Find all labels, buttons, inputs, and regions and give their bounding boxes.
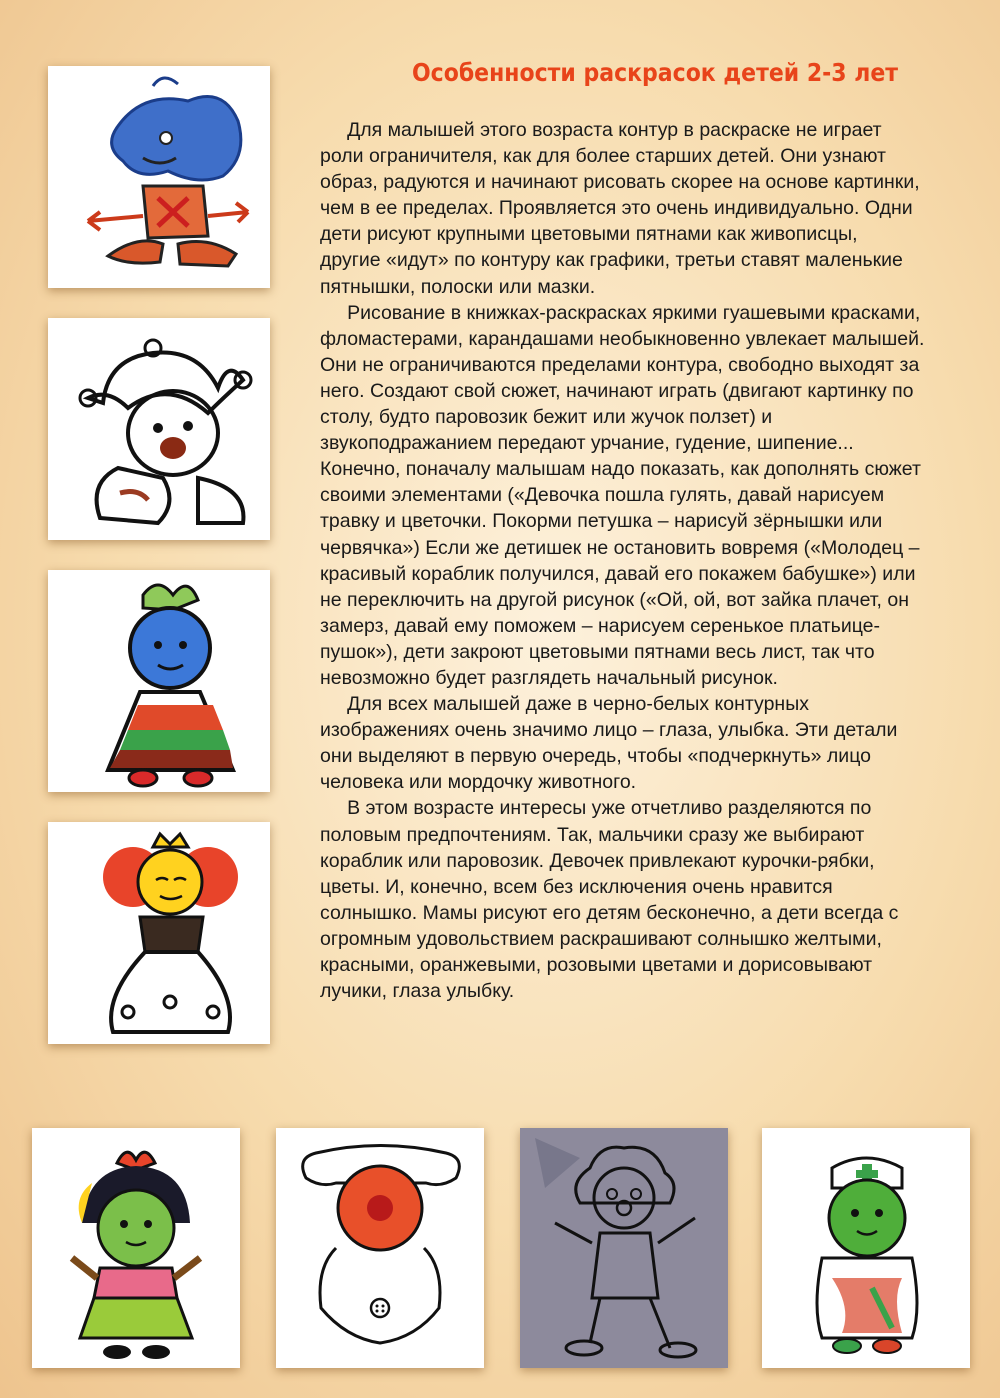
coloring-card-doctor (762, 1128, 970, 1368)
coloring-card-girl-dress (48, 570, 270, 792)
text-line: Для малышей этого возраста контур в раскраске не играет (320, 119, 882, 141)
jester-drawing (48, 318, 270, 540)
text-line: они выделяют в первую очередь, чтобы «подчеркнуть» лицо (320, 745, 871, 768)
imp-drawing (48, 66, 270, 288)
princess-drawing (48, 822, 270, 1044)
sun-jester-drawing (276, 1128, 484, 1368)
text-line: Они не ограничиваются пределами контура, свободно выходят за (320, 353, 920, 376)
text-line: человека или мордочку животного. (320, 771, 637, 794)
coloring-card-imp (48, 66, 270, 288)
text-line: огромным удовольствием раскрашивают солнышко желтыми, (320, 927, 882, 950)
girl-bow-drawing (32, 1128, 240, 1368)
text-line: фломастерами, карандашами необыкновенно увлекает малышей. (320, 327, 925, 350)
text-line: красными, оранжевыми, розовыми цветами и дорисовывают (320, 954, 873, 976)
text-line: половым предпочтениям. Так, мальчики сразу же выбирают (320, 823, 865, 846)
text-line: травку и цветочки. Покорми петушка – нарисуй зёрнышки или (320, 510, 883, 533)
paragraph-4 (320, 795, 965, 1004)
text-line: кораблик или паровозик. Девочек привлекают курочки-рябки, (320, 849, 875, 872)
text-line: изображениях очень значимо лицо – глаза, улыбка. Эти детали (320, 719, 898, 742)
coloring-card-princess (48, 822, 270, 1044)
paragraph-2 (320, 300, 965, 691)
text-line: столу, будто паровозик бежит или жучок ползет) и (320, 406, 773, 429)
text-line: Для всех малышей даже в черно-белых контурных (320, 693, 809, 716)
text-line: звукоподражанием передают урчание, гудение, шипение... (320, 432, 854, 455)
text-line: В этом возрасте интересы уже отчетливо разделяются по (320, 797, 872, 820)
coloring-card-sun-jester (276, 1128, 484, 1368)
text-line: дети рисуют крупными цветовыми пятнами как живописцы, (320, 223, 858, 246)
coloring-card-clown (520, 1128, 728, 1368)
doctor-drawing (762, 1128, 970, 1368)
article-body (320, 117, 965, 1004)
text-line: Рисование в книжках-раскрасках яркими гуашевыми красками, (320, 301, 921, 324)
text-line: солнышко. Мамы рисуют его детям бесконечно, а дети всегда с (320, 901, 899, 924)
text-line: роли ограничителя, как для более старших детей. Они узнают (320, 145, 886, 168)
coloring-card-jester (48, 318, 270, 540)
text-line: чем в ее пределах. Проявляется это очень индивидуально. Одни (320, 197, 913, 220)
text-line: невозможно будет разглядеть начальный рисунок. (320, 666, 778, 689)
paragraph-3 (320, 691, 965, 795)
text-line: красивый кораблик получился, давай его покажем бабушке») или (320, 562, 916, 585)
text-line: него. Создают свой сюжет, начинают играть (двигают картинку по (320, 379, 914, 402)
girl-dress-drawing (48, 570, 270, 792)
text-line: пятнышки, полоски или мазки. (320, 275, 596, 298)
text-line: червячка») Если же детишек не остановить вовремя («Молодец – (320, 536, 920, 559)
text-line: замерз, давай ему поможем – нарисуем серенькое платьице- (320, 614, 881, 637)
text-line: другие «идут» по контуру как графики, третьи ставят маленькие (320, 249, 903, 272)
coloring-card-girl-bow (32, 1128, 240, 1368)
text-line: образ, радуются и начинают рисовать скорее на основе картинки, (320, 171, 920, 194)
text-line: не переключить на другой рисунок («Ой, ой, вот зайка плачет, он (320, 588, 909, 611)
text-line: своими элементами («Девочка пошла гулять, давай нарисуем (320, 484, 885, 507)
text-line: лучики, глаза улыбку. (320, 980, 515, 1003)
text-line: пушок»), дети закроют цветовыми пятнами весь лист, так что (320, 640, 875, 663)
page-title: Особенности раскрасок детей 2-3 лет (411, 58, 899, 87)
paragraph-1 (320, 117, 965, 300)
text-line: Конечно, поначалу малышам надо показать, как дополнять сюжет (320, 458, 921, 481)
clown-drawing (520, 1128, 728, 1368)
text-line: цветы. И, конечно, всем без исключения очень нравится (320, 875, 833, 898)
